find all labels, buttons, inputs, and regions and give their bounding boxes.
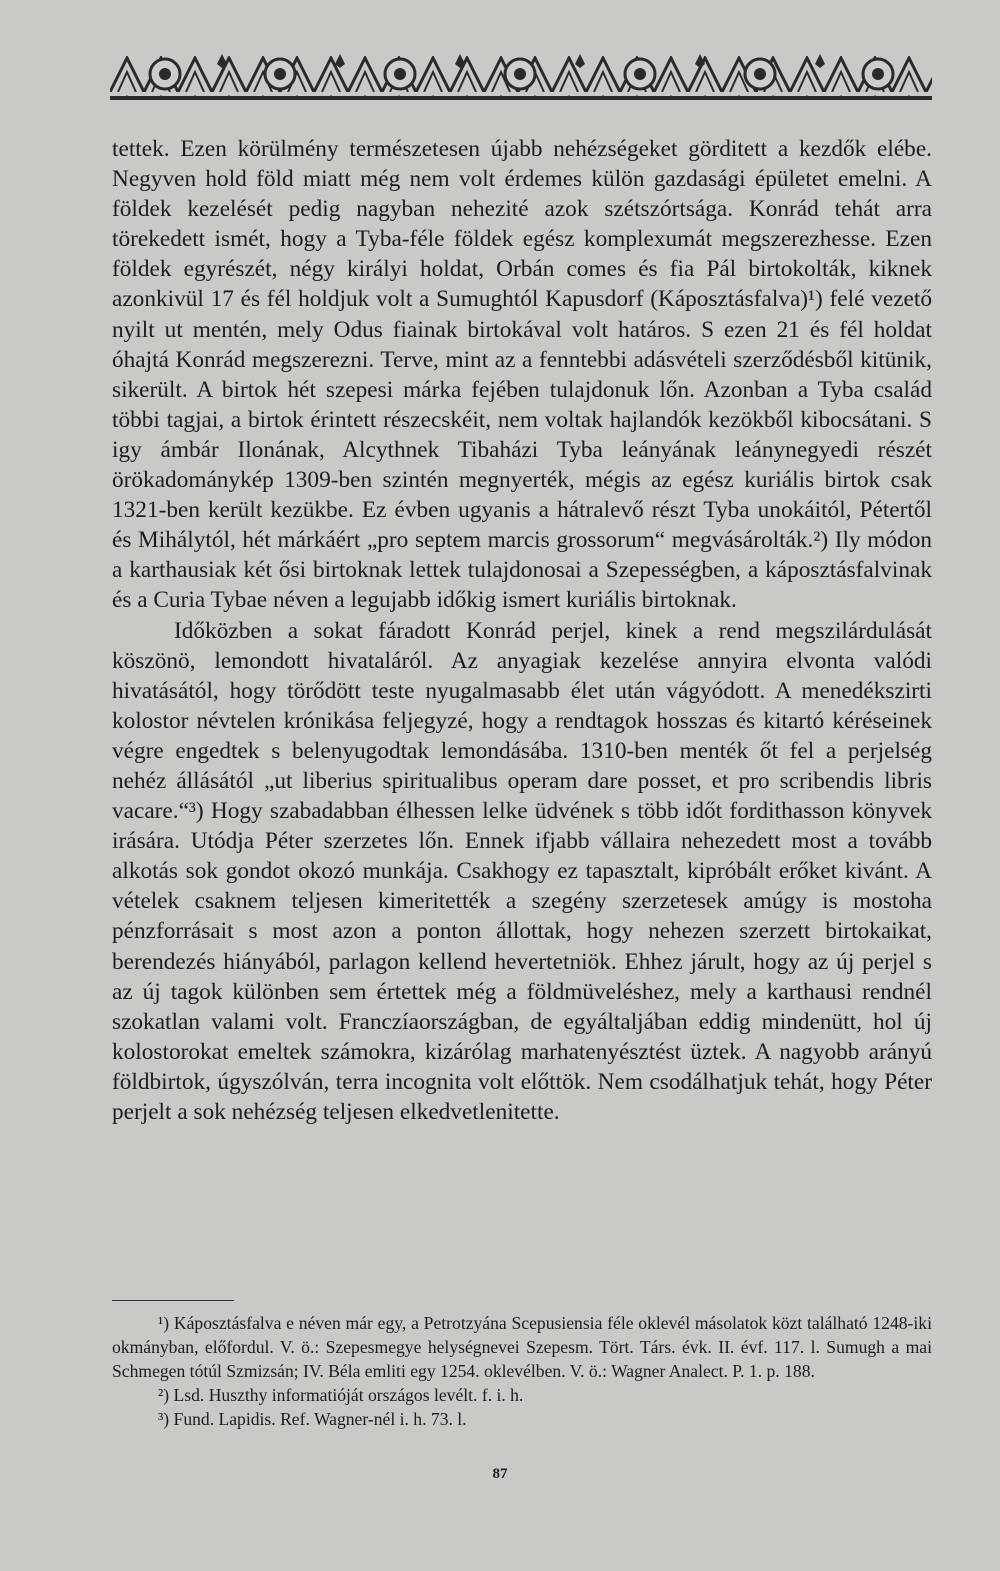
paragraph-2: Időközben a sokat fáradott Konrád perjel, kinek a rend megszilárdulását köszönö, lemondott hivataláról. Az anyagiak kezelése annyira elvonta valódi hivatásától, hogy törődött teste nyugalmasabb élet után vágyódott. A menedékszirti kolostor névtelen krónikása feljegyzé, hogy a rendtagok hosszas és kitartó kéréseinek végre engedtek s belenyugodtak lemondásába. 1310-ben menték őt fel a perjelség nehéz állásától „ut liberius spiritualibus operam dare posset, et pro scribendis libris vacare.“³) Hogy szabadabban élhessen lelke üdvének s több időt fordithasson könyvek irására. Utódja Péter szerzetes lőn. Ennek ifjabb vállaira nehezedett most a tovább alkotás sok gondot okozó munkája. Csakhogy ez tapasztalt, kipróbált erőket kivánt. A vételek csaknem teljesen kimeritették a szegény szerzetesek amúgy is mostoha pénzforrásait s most azon a ponton állottak, hogy nehezen szerzett birtokaikat, berendezés hiányából, parlagon kellend hevertetniök. Ehhez járult, hogy az új perjel s az új tagok különben sem értettek még a földmüveléshez, mely a karthausi rendnél szokatlan valami volt. Franczíaországban, de egyáltaljában eddig mindenütt, hol új kolostorokat emeltek számokra, kizárólag marhatenyésztést üztek. A nagyobb arányú földbirtok, úgyszólván, terra incognita volt előttök. Nem csodálhatjuk tehát, hogy Péter perjelt a sok nehézség teljesen elkedvetlenitette. (112, 617, 932, 1125)
body-text (112, 134, 932, 1127)
floral-frieze-ornament (110, 52, 932, 104)
footnote-1: ¹) Káposztásfalva e néven már egy, a Petrotzyána Scepusiensia féle oklevél másolatok közt található 1248-iki okmányban, előfordul. V. ö.: Szepesmegye helységnevei Szepesm. Tört. Társ. évk. II. évf. 117. l. Sumugh a mai Schmegen tótúl Szmizsán; IV. Béla emliti egy 1254. oklevélben. V. ö.: Wagner Analect. P. 1. p. 188. (112, 1313, 932, 1381)
footnote-3: ³) Fund. Lapidis. Ref. Wagner-nél i. h. 73. l. (158, 1409, 467, 1429)
footnote-2: ²) Lsd. Huszthy informatióját országos levélt. f. i. h. (158, 1385, 524, 1405)
page-number: 87 (492, 1466, 508, 1482)
footnotes (112, 1311, 932, 1431)
footnote-divider (112, 1300, 234, 1301)
paragraph-1: tettek. Ezen körülmény természetesen újabb nehézségeket görditett a kezdők elébe. Negyven hold föld miatt még nem volt érdemes külön gazdasági épületet emelni. A földek kezelését pedig nagyban nehezité azok szétszórtsága. Konrád tehát arra törekedett ismét, hogy a Tyba-féle földek egész komplexumát megszerezhesse. Ezen földek egyrészét, négy királyi holdat, Orbán comes és fia Pál birtokolták, kiknek azonkivül 17 és fél holdjuk volt a Sumughtól Kapusdorf (Káposztásfalva)¹) felé vezető nyilt ut mentén, mely Odus fiainak birtokával volt határos. S ezen 21 és fél holdat óhajtá Konrád megszerezni. Terve, mint az a fenntebbi adásvételi szerződésből kitünik, sikerült. A birtok hét szepesi márka fejében tulajdonuk lőn. Azonban a Tyba család többi tagjai, a birtok érintett részecskéit, nem voltak hajlandók kezökből kibocsátani. S igy ámbár Ilonának, Alcythnek Tibaházi Tyba leányának leánynegyedi részét örökadománykép 1309-ben szintén megnyerték, mégis az egész kuriális birtok csak 1321-ben került kezükbe. Ez évben ugyanis a hátralevő részt Tyba unokáitól, Pétertől és Mihálytól, hét márkáért „pro septem marcis grossorum“ megvásárolták.²) Ily módon a karthausiak két ősi birtoknak lettek tulajdonosai a Szepességben, a káposztásfalvinak és a Curia Tybae néven a legujabb időkig ismert kuriális birtoknak. (112, 136, 932, 614)
